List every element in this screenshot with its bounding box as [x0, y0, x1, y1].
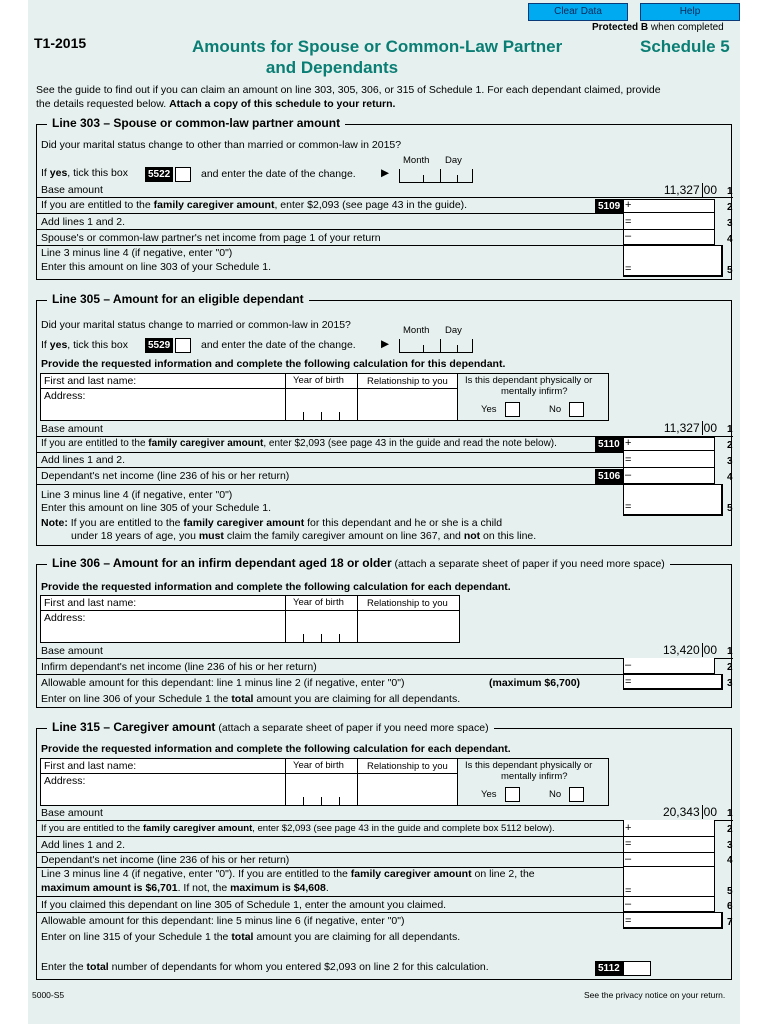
date-divider	[423, 345, 424, 353]
note-text-2: under 18 years of age, you must claim the family caregiver amount on line 367, and not on this line.	[71, 530, 537, 542]
base-amount-label: Base amount	[41, 184, 103, 196]
equals-sign: =	[625, 501, 632, 513]
line2-amount-field[interactable]	[623, 658, 715, 674]
provide-info-text: Provide the requested information and complete the following calculation for this dependant.	[41, 358, 506, 370]
tick	[303, 412, 304, 420]
plus-sign: +	[625, 822, 632, 834]
col-rule	[357, 596, 358, 642]
intro-text: See the guide to find out if you can claim an amount on line 303, 305, 306, or 315 of Schedule 1. For each dependant claimed, provide	[36, 84, 661, 96]
add-lines-label: Add lines 1 and 2.	[41, 216, 126, 228]
infirm-question-box	[457, 758, 609, 806]
line-number: 1	[727, 186, 733, 197]
col-rule	[285, 759, 286, 805]
add-lines-label: Add lines 1 and 2.	[41, 839, 126, 851]
line-number: 4	[727, 472, 733, 483]
line2-4-amount-field[interactable]	[623, 820, 715, 867]
year-of-birth-label: Year of birth	[293, 597, 344, 608]
address-label: Address:	[44, 390, 86, 402]
line5-text-a: Line 3 minus line 4 (if negative, enter "0"). If you are entitled to the family caregiver amount on line 2, the	[41, 868, 535, 880]
infirm-question: Is this dependant physically or	[465, 760, 593, 771]
first-last-name-label: First and last name:	[44, 375, 137, 387]
infirm-yes-checkbox[interactable]	[505, 787, 520, 802]
infirm-question-2: mentally infirm?	[501, 771, 568, 782]
row-rule	[285, 388, 457, 389]
base-amount-label: Base amount	[41, 645, 103, 657]
infirm-no-checkbox[interactable]	[569, 787, 584, 802]
line4-text: Dependant's net income (line 236 of his or her return)	[41, 470, 290, 482]
infirm-question-2: mentally infirm?	[501, 386, 568, 397]
line5-amount-field[interactable]	[623, 484, 723, 516]
line5-text-a: Line 3 minus line 4 (if negative, enter "0")	[41, 247, 233, 259]
line-number: 7	[727, 917, 733, 928]
day-label: Day	[445, 325, 462, 336]
line-number: 5	[727, 886, 733, 897]
line5-amount-field[interactable]	[623, 245, 723, 277]
row-rule	[37, 213, 623, 214]
line-number: 6	[727, 901, 733, 912]
provide-info-text: Provide the requested information and complete the following calculation for each dependant.	[41, 581, 511, 593]
infirm-yes-checkbox[interactable]	[505, 402, 520, 417]
month-label: Month	[403, 155, 430, 166]
note-text: Note: If you are entitled to the family caregiver amount for this dependant and he or she is a child	[41, 517, 503, 529]
minus-sign: –	[625, 659, 632, 671]
row-rule	[623, 836, 715, 837]
dependant-info-table	[40, 595, 460, 643]
row-rule	[285, 610, 459, 611]
tick-text: If yes, tick this box	[41, 167, 128, 179]
plus-sign: +	[625, 199, 632, 211]
enter-total-text: Enter on line 306 of your Schedule 1 the total amount you are claiming for all dependants.	[41, 693, 461, 705]
base-amount-label: Base amount	[41, 807, 103, 819]
code-5106: 5106	[595, 469, 623, 484]
line-number: 2	[727, 202, 733, 213]
plus-sign: +	[625, 437, 632, 449]
minus-sign: –	[625, 853, 632, 865]
line2-text: If you are entitled to the family caregiver amount, enter $2,093 (see page 43 in the guide and complete box 5112 below).	[41, 823, 555, 834]
line-number: 4	[727, 234, 733, 245]
row-rule	[37, 836, 623, 837]
line2-text: Infirm dependant's net income (line 236 of his or her return)	[41, 661, 317, 673]
base-amount-label: Base amount	[41, 423, 103, 435]
clear-data-button[interactable]: Clear Data	[528, 3, 628, 21]
line3-text: Allowable amount for this dependant: line 1 minus line 2 (if negative, enter "0")	[41, 677, 405, 689]
row-rule	[37, 197, 733, 198]
add-lines-label: Add lines 1 and 2.	[41, 454, 126, 466]
tick	[303, 634, 304, 642]
line2-amount-field[interactable]	[623, 437, 715, 451]
row-rule	[41, 773, 285, 774]
tick	[321, 797, 322, 805]
arrow-icon: ▶	[381, 167, 390, 179]
dependant-count-field[interactable]	[623, 961, 651, 976]
row-rule	[41, 610, 285, 611]
day-label: Day	[445, 155, 462, 166]
line-306-heading: Line 306 – Amount for an infirm dependant aged 18 or older (attach a separate sheet of paper if you need more space)	[47, 556, 670, 570]
enter-date-text: and enter the date of the change.	[201, 168, 356, 180]
row-rule	[37, 852, 623, 853]
infirm-question: Is this dependant physically or	[465, 375, 593, 386]
line-number: 5	[727, 265, 733, 276]
form-code: 5000-S5	[32, 990, 65, 1000]
row-rule	[623, 229, 715, 230]
tick	[303, 797, 304, 805]
section-line-303	[36, 116, 733, 280]
equals-sign: =	[625, 915, 632, 927]
line-number: 2	[727, 824, 733, 835]
form-title-line2: and Dependants	[265, 58, 399, 77]
row-rule	[41, 388, 285, 389]
line-number: 5	[727, 503, 733, 514]
date-divider	[457, 175, 458, 183]
marital-change-checkbox[interactable]	[175, 338, 191, 353]
relationship-label: Relationship to you	[367, 598, 448, 609]
code-5110: 5110	[595, 437, 623, 452]
tick	[321, 412, 322, 420]
equals-sign: =	[625, 263, 632, 275]
row-rule	[37, 245, 623, 246]
line5-text-a: Line 3 minus line 4 (if negative, enter "0")	[41, 489, 233, 501]
line7-text: Allowable amount for this dependant: line 5 minus line 6 (if negative, enter "0")	[41, 915, 405, 927]
line3-amount-field[interactable]	[623, 674, 723, 690]
row-rule	[37, 896, 623, 897]
section-line-306	[36, 556, 733, 708]
line-number: 3	[727, 678, 733, 689]
section-line-305	[36, 292, 733, 546]
row-rule	[37, 484, 623, 485]
col-rule	[285, 374, 286, 420]
line-303-heading: Line 303 – Spouse or common-law partner amount	[47, 116, 345, 130]
form-id: T1-2015	[34, 35, 87, 51]
schedule-label: Schedule 5	[640, 37, 730, 56]
address-label: Address:	[44, 775, 86, 787]
row-rule	[37, 467, 623, 468]
arrow-icon: ▶	[381, 338, 390, 350]
infirm-question-box	[457, 373, 609, 421]
line7-amount-field[interactable]	[623, 912, 723, 929]
minus-sign: –	[625, 469, 632, 481]
date-divider	[457, 345, 458, 353]
line-number: 3	[727, 456, 733, 467]
tick	[339, 634, 340, 642]
date-change-field[interactable]	[399, 169, 473, 183]
tick	[339, 412, 340, 420]
line-number: 1	[727, 424, 733, 435]
first-last-name-label: First and last name:	[44, 760, 137, 772]
row-rule	[623, 896, 715, 897]
col-rule	[357, 759, 358, 805]
row-rule	[623, 852, 715, 853]
code-5529: 5529	[145, 338, 173, 353]
date-divider	[423, 175, 424, 183]
line-305-heading: Line 305 – Amount for an eligible dependant	[47, 292, 309, 306]
code-5112: 5112	[595, 961, 623, 976]
line-number: 1	[727, 646, 733, 657]
tick	[321, 634, 322, 642]
enter-total-text: Enter on line 315 of your Schedule 1 the total amount you are claiming for all dependants.	[41, 931, 461, 943]
no-label: No	[549, 789, 562, 800]
tick	[339, 797, 340, 805]
row-rule	[37, 674, 623, 675]
equals-sign: =	[625, 454, 632, 466]
base-amount-value: 13,420 00	[662, 643, 717, 657]
col-rule	[285, 596, 286, 642]
marital-change-checkbox[interactable]	[175, 167, 191, 182]
relationship-label: Relationship to you	[367, 761, 448, 772]
month-label: Month	[403, 325, 430, 336]
row-rule	[37, 452, 623, 453]
privacy-notice: See the privacy notice on your return.	[584, 990, 726, 1000]
base-amount-value: 20,343 00	[662, 805, 717, 819]
marital-question: Did your marital status change to other than married or common-law in 2015?	[41, 139, 402, 151]
line-315-heading: Line 315 – Caregiver amount (attach a separate sheet of paper if you need more space)	[47, 720, 494, 734]
help-button[interactable]: Help	[640, 3, 740, 21]
form-title-line1: Amounts for Spouse or Common-Law Partner	[192, 37, 563, 56]
dependant-info-table	[40, 758, 458, 806]
line5-text-b: maximum amount is $6,701. If not, the maximum is $4,608.	[41, 882, 329, 894]
equals-sign: =	[625, 676, 632, 688]
line-number: 3	[727, 218, 733, 229]
yes-label: Yes	[481, 789, 497, 800]
line-number: 2	[727, 662, 733, 673]
row-rule	[37, 229, 623, 230]
maximum-label: (maximum $6,700)	[489, 677, 581, 689]
line2-text: If you are entitled to the family caregiver amount, enter $2,093 (see page 43 in the guide).	[41, 199, 468, 211]
year-of-birth-label: Year of birth	[293, 760, 344, 771]
row-rule	[623, 467, 715, 468]
code-5522: 5522	[145, 167, 173, 182]
line4-text: Spouse's or common-law partner's net income from page 1 of your return	[41, 232, 381, 244]
line-number: 1	[727, 808, 733, 819]
year-of-birth-label: Year of birth	[293, 375, 344, 386]
base-amount-value: 11,327 00	[663, 421, 717, 435]
dependant-info-table	[40, 373, 458, 421]
tick-text: If yes, tick this box	[41, 339, 128, 351]
protected-label: Protected B when completed	[592, 22, 724, 33]
no-label: No	[549, 404, 562, 415]
line5-6-amount-field[interactable]	[623, 867, 715, 912]
marital-question: Did your marital status change to married or common-law in 2015?	[41, 319, 351, 331]
line5-text-b: Enter this amount on line 303 of your Schedule 1.	[41, 261, 271, 273]
dependant-count-text: Enter the total number of dependants for whom you entered $2,093 on line 2 for this calculation.	[41, 961, 489, 973]
equals-sign: =	[625, 885, 632, 897]
line4-text: Dependant's net income (line 236 of his or her return)	[41, 854, 290, 866]
col-rule	[357, 374, 358, 420]
row-rule	[37, 912, 623, 913]
line-number: 3	[727, 840, 733, 851]
code-5109: 5109	[595, 199, 623, 214]
section-line-315	[36, 720, 733, 980]
address-label: Address:	[44, 612, 86, 624]
date-divider	[440, 169, 441, 183]
first-last-name-label: First and last name:	[44, 597, 137, 609]
relationship-label: Relationship to you	[367, 376, 448, 387]
equals-sign: =	[625, 838, 632, 850]
intro-text-2: the details requested below. Attach a copy of this schedule to your return.	[36, 98, 396, 110]
minus-sign: –	[625, 898, 632, 910]
line6-text: If you claimed this dependant on line 305 of Schedule 1, enter the amount you claimed.	[41, 899, 447, 911]
line2-amount-field[interactable]	[623, 199, 715, 213]
line2-text: If you are entitled to the family caregiver amount, enter $2,093 (see page 43 in the guide and read the note below).	[41, 438, 557, 449]
yes-label: Yes	[481, 404, 497, 415]
form-page	[28, 0, 740, 1024]
provide-info-text: Provide the requested information and complete the following calculation for each dependant.	[41, 743, 511, 755]
row-rule	[285, 773, 457, 774]
minus-sign: –	[625, 230, 632, 242]
infirm-no-checkbox[interactable]	[569, 402, 584, 417]
line-number: 4	[727, 855, 733, 866]
enter-date-text: and enter the date of the change.	[201, 339, 356, 351]
date-divider	[440, 339, 441, 353]
line-number: 2	[727, 440, 733, 451]
line5-text-b: Enter this amount on line 305 of your Schedule 1.	[41, 502, 271, 514]
base-amount-value: 11,327 00	[663, 183, 717, 197]
equals-sign: =	[625, 216, 632, 228]
date-change-field[interactable]	[399, 339, 473, 353]
